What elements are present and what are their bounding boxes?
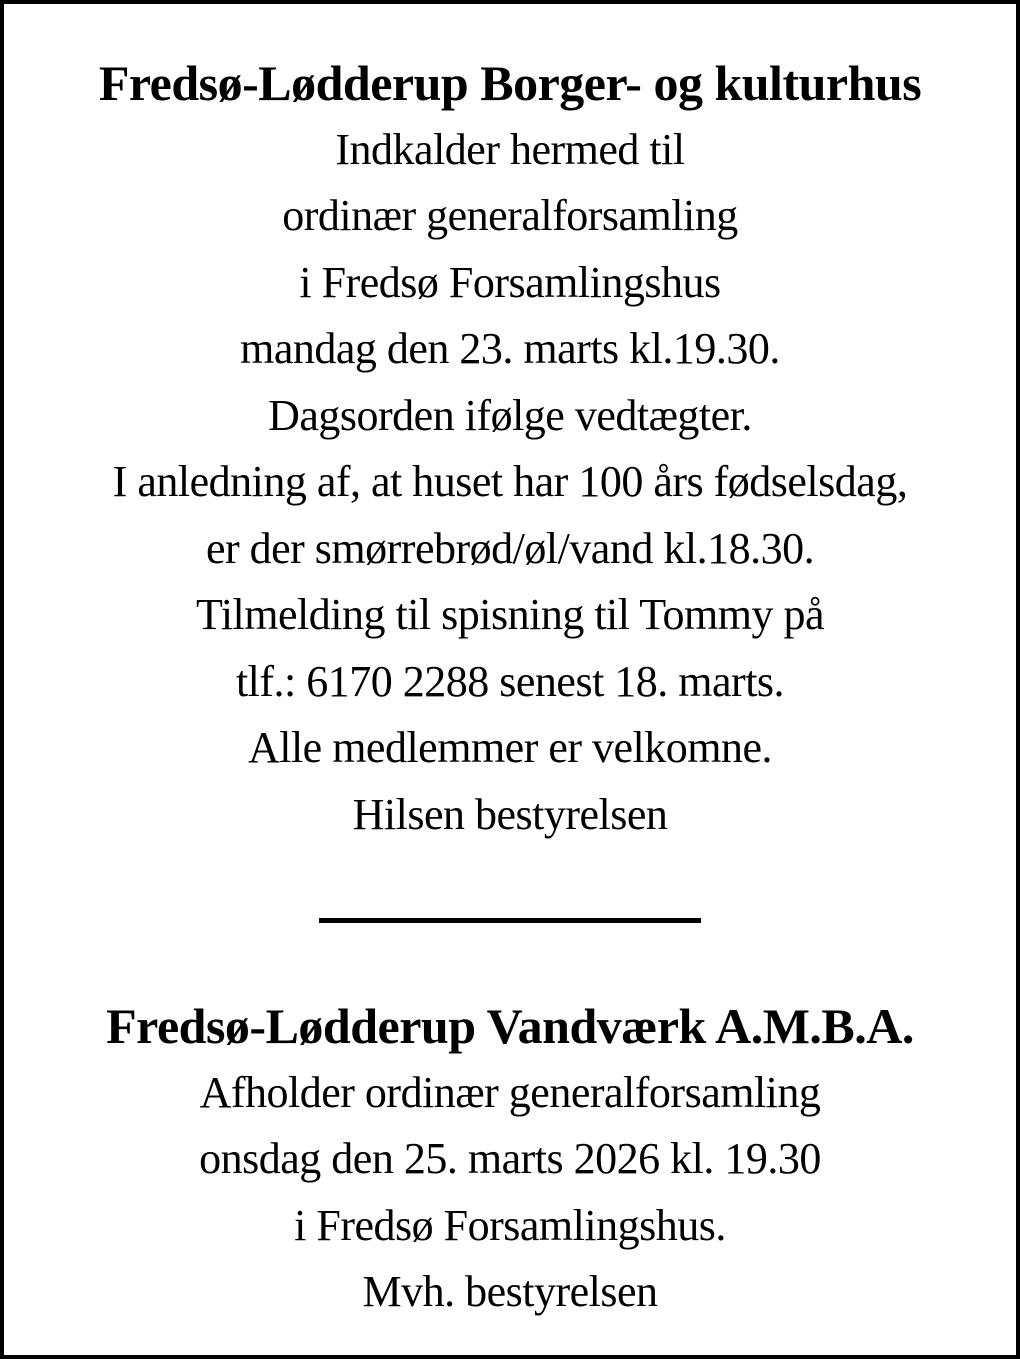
notice-2-line: Afholder ordinær generalforsamling — [199, 1067, 821, 1117]
notice-1-line: i Fredsø Forsamlingshus — [299, 257, 721, 307]
section-divider — [319, 918, 701, 923]
notice-vandvaerk — [16, 993, 1004, 1326]
notice-2-line: i Fredsø Forsamlingshus. — [294, 1200, 726, 1250]
notice-1-line: Alle medlemmer er velkomne. — [247, 723, 773, 772]
notice-1-line: Hilsen bestyrelsen — [352, 789, 668, 839]
notice-borger-og-kulturhus — [16, 50, 1004, 848]
notice-1-line: I anledning af, at huset har 100 års fødselsdag, — [112, 457, 908, 506]
notice-1-title: Fredsø-Lødderup Borger- og kulturhus — [98, 55, 922, 111]
notice-1-line: mandag den 23. marts kl.19.30. — [240, 324, 780, 373]
notice-1-line: ordinær generalforsamling — [282, 191, 738, 240]
notice-1-line: Dagsorden ifølge vedtægter. — [268, 390, 752, 440]
notice-1-line: er der smørrebrød/øl/vand kl.18.30. — [205, 523, 815, 573]
notice-2-line: onsdag den 25. marts 2026 kl. 19.30 — [199, 1134, 821, 1183]
notice-content — [4, 4, 1016, 1355]
notice-2-line: Mvh. bestyrelsen — [362, 1267, 658, 1316]
notice-1-line: Tilmelding til spisning til Tommy på — [195, 590, 824, 639]
notice-1-line: tlf.: 6170 2288 senest 18. marts. — [235, 656, 785, 706]
notice-1-line: Indkalder hermed til — [335, 124, 685, 174]
notice-2-title: Fredsø-Lødderup Vandværk A.M.B.A. — [106, 998, 914, 1054]
